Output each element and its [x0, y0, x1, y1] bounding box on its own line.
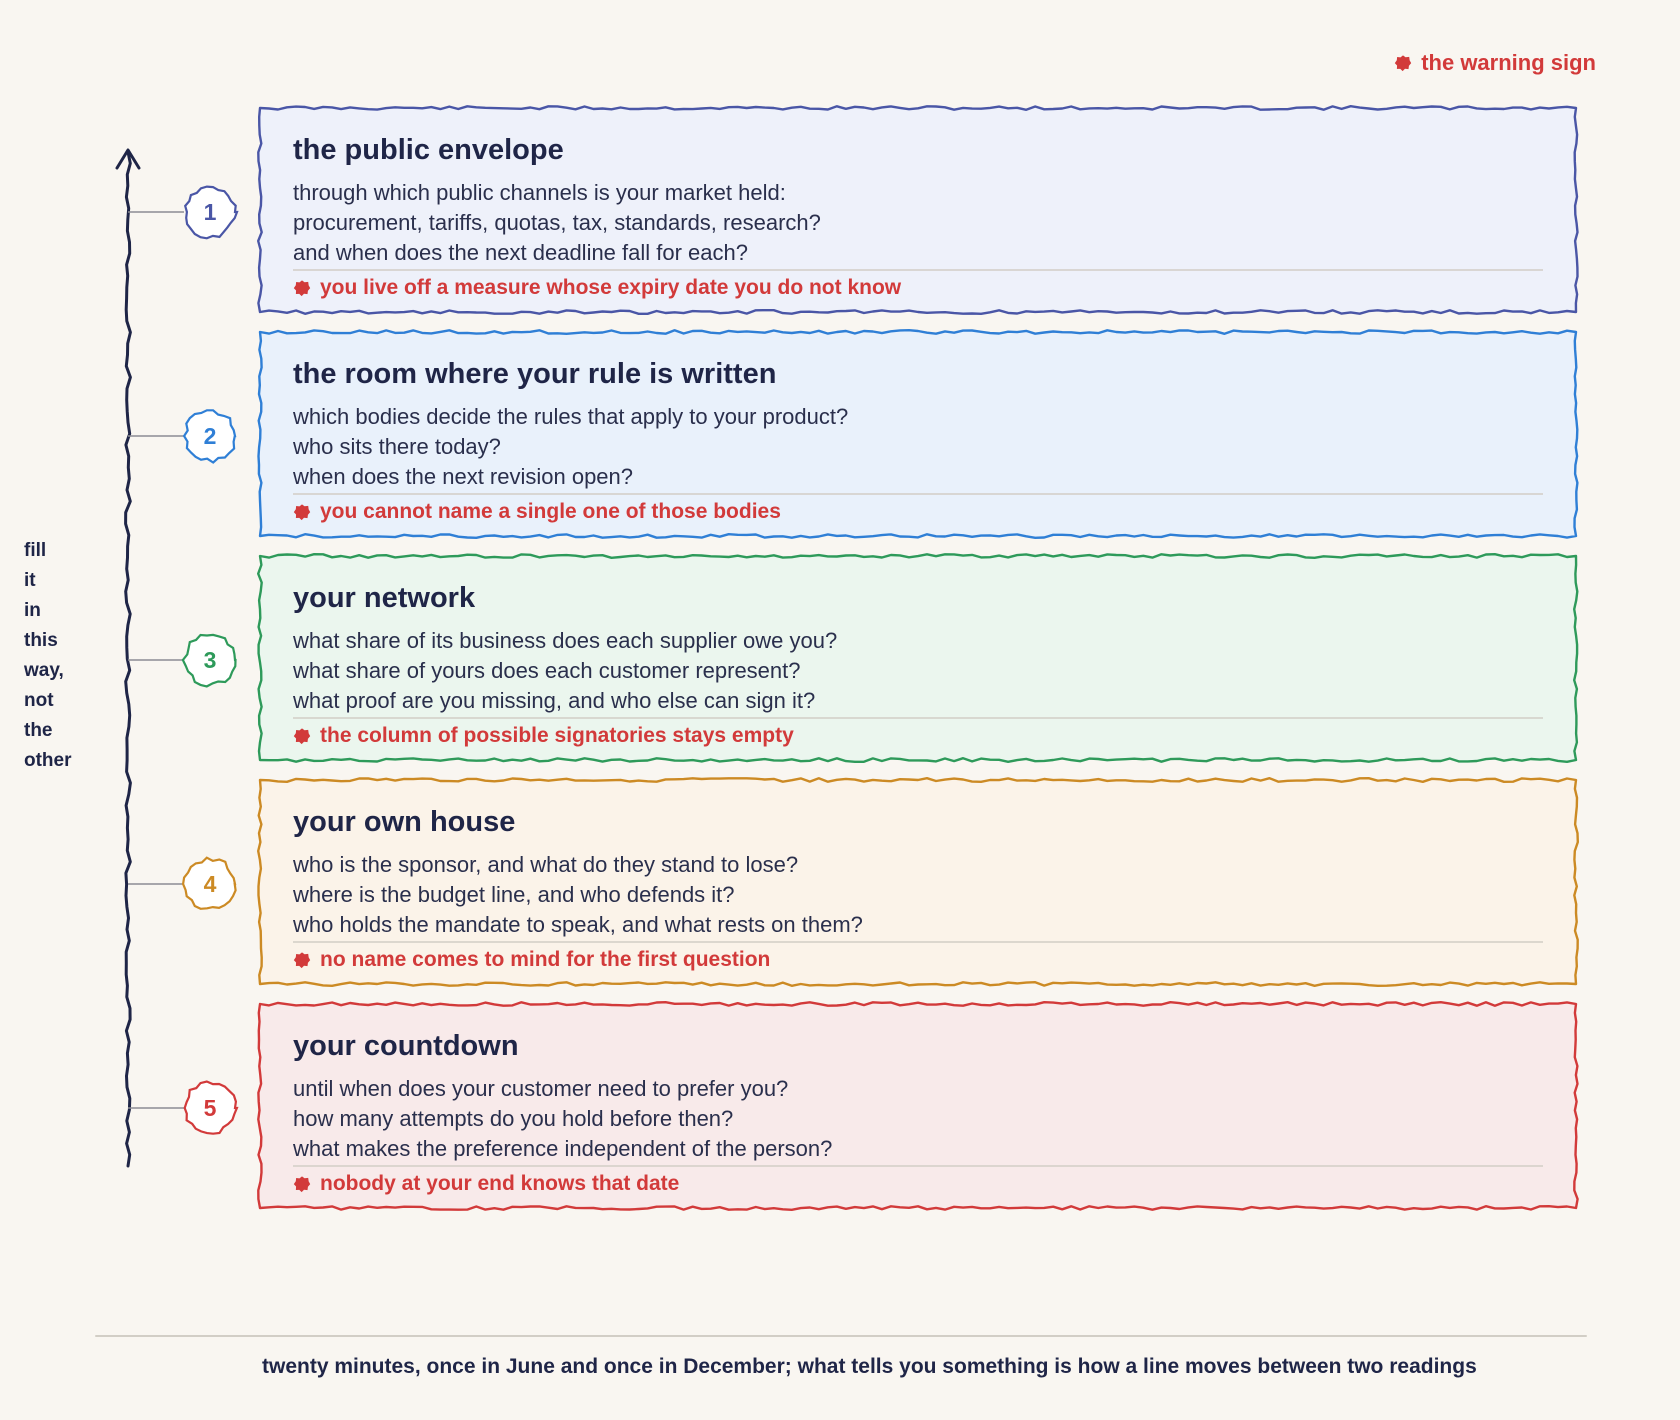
- fill-order-word: not: [24, 690, 54, 711]
- warning-blob-icon: [1394, 54, 1412, 72]
- question-list: [293, 402, 848, 492]
- question-item: how many attempts do you hold before then?: [293, 1106, 734, 1131]
- step-number-4: 4: [203, 871, 217, 897]
- step-card-own-house: [260, 780, 1576, 984]
- question-item: what makes the preference independent of the person?: [293, 1136, 833, 1161]
- question-item: what share of yours does each customer represent?: [293, 658, 801, 683]
- fill-order-word: it: [24, 570, 36, 591]
- fill-order-arrow: [117, 150, 139, 1166]
- warning-text: you cannot name a single one of those bodies: [320, 500, 781, 523]
- warning-sign: [293, 1172, 679, 1196]
- question-item: who holds the mandate to speak, and what rests on them?: [293, 912, 863, 937]
- warning-blob-icon: [293, 503, 311, 521]
- warning-blob-icon: [293, 727, 311, 745]
- warning-text: you live off a measure whose expiry date you do not know: [320, 276, 902, 299]
- question-item: what proof are you missing, and who else can sign it?: [293, 688, 816, 713]
- fill-order-word: fill: [24, 540, 47, 561]
- warning-sign: [293, 724, 794, 748]
- fill-order-word: the: [24, 720, 53, 741]
- question-item: who is the sponsor, and what do they stand to lose?: [293, 852, 799, 877]
- footer-note: twenty minutes, once in June and once in December; what tells you something is how a line moves between two readings: [262, 1355, 1477, 1378]
- question-item: which bodies decide the rules that apply to your product?: [293, 404, 849, 429]
- fill-order-word: other: [24, 750, 72, 771]
- question-list: [293, 626, 837, 716]
- question-item: and when does the next deadline fall for each?: [293, 240, 748, 265]
- step-card-network: [260, 556, 1576, 760]
- legend: [1394, 50, 1596, 76]
- step-number-2: 2: [203, 423, 217, 449]
- warning-blob-icon: [293, 951, 311, 969]
- card-title: your countdown: [293, 1030, 519, 1062]
- question-list: [293, 178, 821, 268]
- card-title: your network: [293, 582, 476, 614]
- step-card-public-envelope: [260, 108, 1576, 312]
- step-number-3: 3: [203, 647, 217, 673]
- question-item: when does the next revision open?: [293, 464, 634, 489]
- question-item: where is the budget line, and who defends it?: [293, 882, 735, 907]
- card-title: the room where your rule is written: [293, 358, 777, 390]
- question-item: what share of its business does each supplier owe you?: [293, 628, 838, 653]
- warning-blob-icon: [293, 1175, 311, 1193]
- step-card-rule-room: [260, 332, 1576, 536]
- warning-blob-icon: [293, 279, 311, 297]
- step-number-1: 1: [203, 199, 217, 225]
- warning-sign: [293, 276, 901, 300]
- question-item: through which public channels is your market held:: [293, 180, 786, 205]
- question-item: until when does your customer need to prefer you?: [293, 1076, 789, 1101]
- card-title: the public envelope: [293, 134, 564, 166]
- question-list: [293, 1074, 832, 1164]
- legend-label: the warning sign: [1421, 50, 1596, 75]
- question-list: [293, 850, 863, 940]
- warning-sign: [293, 948, 770, 972]
- question-item: who sits there today?: [293, 434, 501, 459]
- arrow-shaft: [126, 152, 131, 1166]
- warning-text: nobody at your end knows that date: [320, 1172, 680, 1195]
- fill-order-word: way,: [24, 660, 64, 681]
- warning-sign: [293, 500, 781, 524]
- step-card-countdown: [260, 1004, 1576, 1208]
- question-item: procurement, tariffs, quotas, tax, standards, research?: [293, 210, 821, 235]
- warning-text: the column of possible signatories stays empty: [320, 724, 794, 747]
- step-number-5: 5: [203, 1095, 217, 1121]
- fill-order-word: this: [24, 630, 58, 651]
- fill-order-label: [24, 536, 114, 776]
- fill-order-word: in: [24, 600, 41, 621]
- warning-text: no name comes to mind for the first question: [320, 948, 771, 971]
- card-title: your own house: [293, 806, 516, 838]
